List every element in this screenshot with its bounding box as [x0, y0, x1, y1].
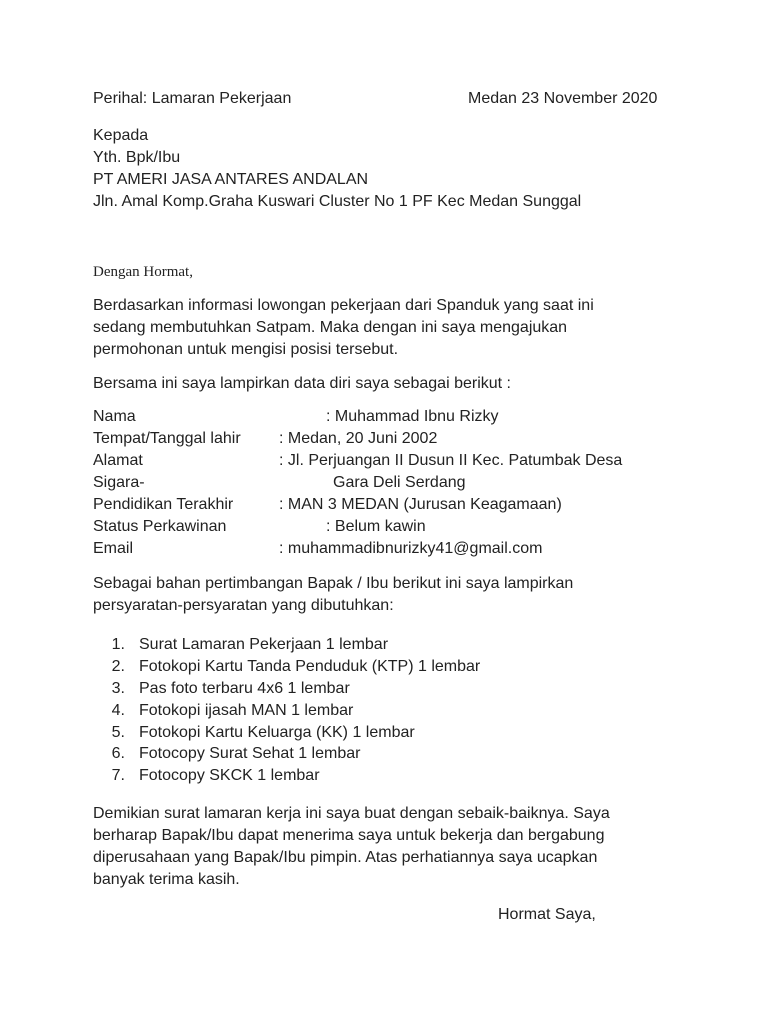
list-item-text: Pas foto terbaru 4x6 1 lembar — [139, 680, 350, 697]
address-label: Alamat — [93, 452, 143, 469]
name-value: : Muhammad Ibnu Rizky — [326, 408, 499, 425]
list-item-text: Fotokopi Kartu Keluarga (KK) 1 lembar — [139, 724, 415, 741]
requirements-intro-line-2: persyaratan-persyaratan yang dibutuhkan: — [93, 597, 394, 614]
address-value-1: : Jl. Perjuangan II Dusun II Kec. Patumbak Desa — [279, 452, 623, 469]
education-value: : MAN 3 MEDAN (Jurusan Keagamaan) — [279, 496, 562, 513]
recipient-line-2: Yth. Bpk/Ibu — [93, 149, 181, 166]
letter-page — [93, 0, 693, 1024]
data-intro: Bersama ini saya lampirkan data diri saya sebagai berikut : — [93, 375, 511, 392]
list-item-text: Fotokopi Kartu Tanda Penduduk (KTP) 1 lembar — [139, 658, 481, 675]
list-item-number: 3. — [111, 680, 125, 697]
list-item-text: Fotocopy Surat Sehat 1 lembar — [139, 745, 361, 762]
marital-label: Status Perkawinan — [93, 518, 227, 535]
greeting: Dengan Hormat, — [93, 264, 193, 280]
list-item-text: Surat Lamaran Pekerjaan 1 lembar — [139, 636, 389, 653]
email-value: : muhammadibnurizky41@gmail.com — [279, 540, 543, 557]
list-item-number: 2. — [111, 658, 125, 675]
closing-line-2: berharap Bapak/Ibu dapat menerima saya untuk bekerja dan bergabung — [93, 827, 605, 844]
closing-line-4: banyak terima kasih. — [93, 871, 240, 888]
place-date: Medan 23 November 2020 — [468, 90, 658, 107]
recipient-company: PT AMERI JASA ANTARES ANDALAN — [93, 171, 369, 188]
list-item-number: 5. — [111, 724, 125, 741]
list-item-text: Fotokopi ijasah MAN 1 lembar — [139, 702, 354, 719]
closing-line-1: Demikian surat lamaran kerja ini saya buat dengan sebaik-baiknya. Saya — [93, 805, 610, 822]
closing-line-3: diperusahaan yang Bapak/Ibu pimpin. Atas perhatiannya saya ucapkan — [93, 849, 598, 866]
intro-line-2: sedang membutuhkan Satpam. Maka dengan ini saya mengajukan — [93, 319, 568, 336]
recipient-address: Jln. Amal Komp.Graha Kuswari Cluster No 1 PF Kec Medan Sunggal — [93, 193, 582, 210]
name-label: Nama — [93, 408, 136, 425]
intro-line-3: permohonan untuk mengisi posisi tersebut. — [93, 341, 399, 358]
list-item-number: 1. — [111, 636, 125, 653]
requirements-intro-line-1: Sebagai bahan pertimbangan Bapak / Ibu berikut ini saya lampirkan — [93, 575, 574, 592]
address-label-2: Sigara- — [93, 474, 145, 491]
birth-value: : Medan, 20 Juni 2002 — [279, 430, 438, 447]
list-item-number: 7. — [111, 767, 125, 784]
address-value-2: Gara Deli Serdang — [333, 474, 466, 491]
signoff: Hormat Saya, — [498, 906, 596, 923]
list-item-text: Fotocopy SKCK 1 lembar — [139, 767, 320, 784]
intro-line-1: Berdasarkan informasi lowongan pekerjaan dari Spanduk yang saat ini — [93, 297, 594, 314]
list-item-number: 6. — [111, 745, 125, 762]
recipient-line-1: Kepada — [93, 127, 149, 144]
list-item-number: 4. — [111, 702, 125, 719]
email-label: Email — [93, 540, 134, 557]
birth-label: Tempat/Tanggal lahir — [93, 430, 241, 447]
education-label: Pendidikan Terakhir — [93, 496, 234, 513]
marital-value: : Belum kawin — [326, 518, 426, 535]
subject-line: Perihal: Lamaran Pekerjaan — [93, 90, 292, 107]
